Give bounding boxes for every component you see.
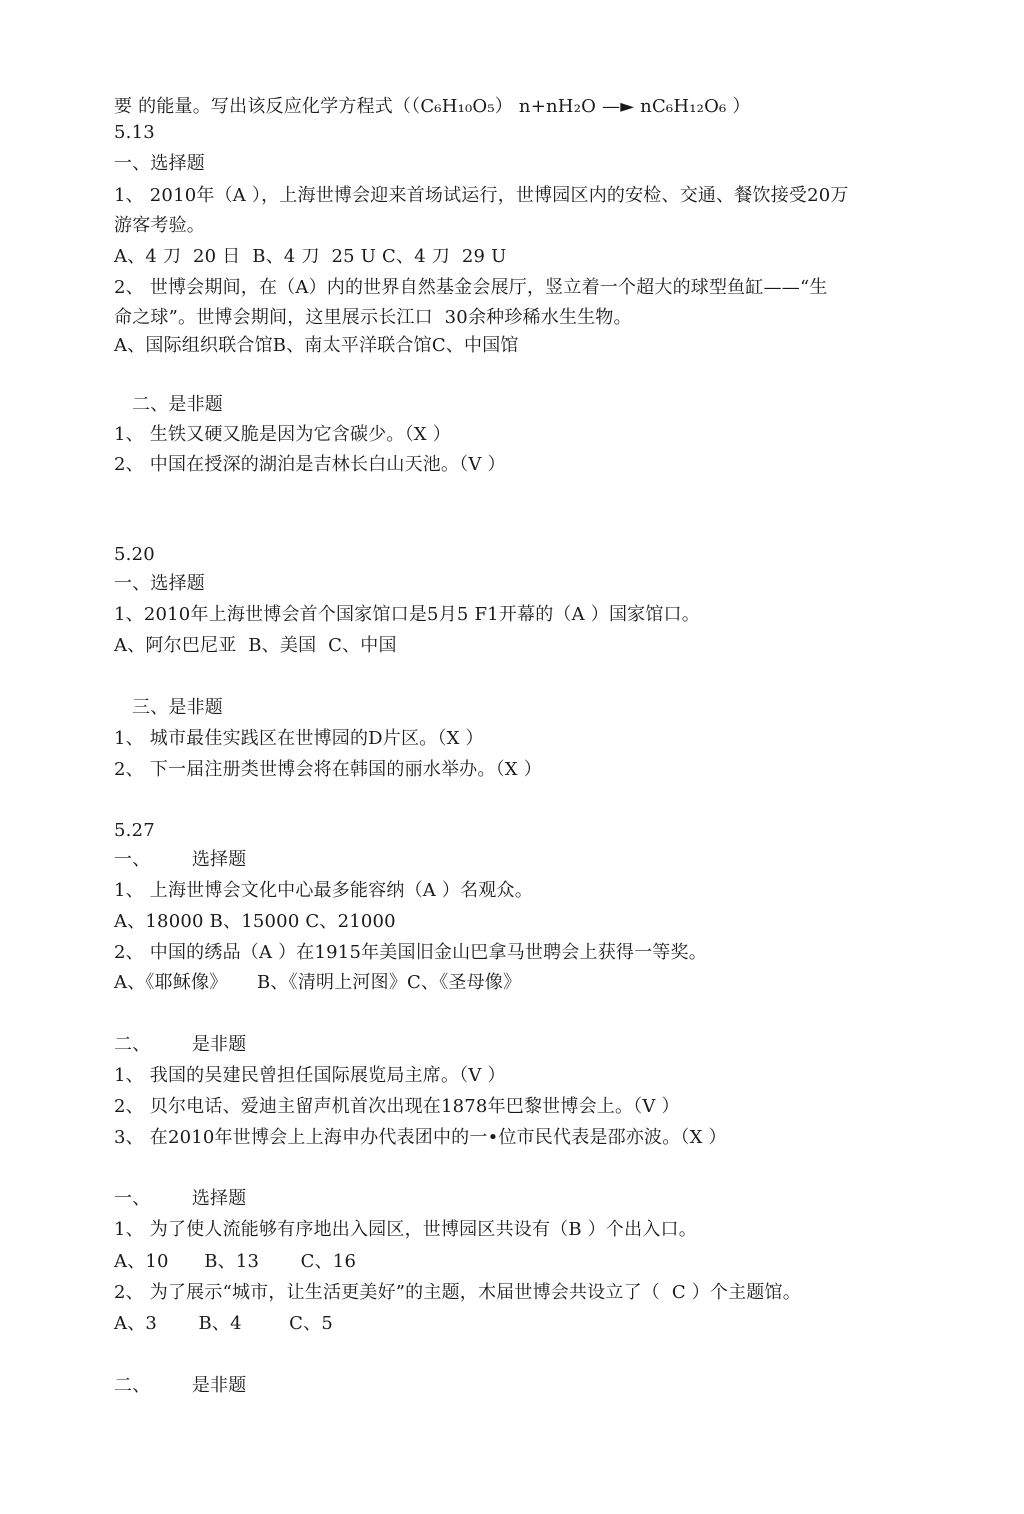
question-text: 1、 2010年（A ），上海世博会迎来首场试运行，世博园区内的安检、交通、餐饮接受20万 xyxy=(114,185,849,206)
true-false-item: 2、 中国在授深的湖泊是吉林长白山天池。（V ） xyxy=(114,454,506,475)
question-text: 游客考验。 xyxy=(114,215,205,236)
section-heading: 一、选择题 xyxy=(114,573,205,594)
section-heading: 二、 是非题 xyxy=(114,1375,247,1396)
question-text: 1、2010年上海世博会首个国家馆口是5月5 F1开幕的（A ）国家馆口。 xyxy=(114,604,700,625)
true-false-item: 1、 城市最佳实践区在世博园的D片区。（X ） xyxy=(114,728,484,749)
section-heading: 一、选择题 xyxy=(114,153,205,174)
equation-line: 要 的能量。写出该反应化学方程式（（C₆H₁₀O₅） n+nH₂O —► nC₆H₁₂O₆ ） xyxy=(114,96,751,117)
section-heading: 二、 是非题 xyxy=(114,1034,247,1055)
date-heading-513: 5.13 xyxy=(114,122,155,143)
question-text: 2、 世博会期间，在（A）内的世界自然基金会展厅，竖立着一个超大的球型鱼缸——“生 xyxy=(114,277,828,298)
question-text: 1、 为了使人流能够有序地出入园区，世博园区共设有（B ）个出入口。 xyxy=(114,1219,697,1240)
answer-options: A、3 B、4 C、5 xyxy=(114,1313,333,1334)
answer-options: A、国际组织联合馆B、南太平洋联合馆C、中国馆 xyxy=(114,335,519,356)
date-heading-527: 5.27 xyxy=(114,820,155,841)
answer-options: A、阿尔巴尼亚 B、美国 C、中国 xyxy=(114,635,397,656)
true-false-item: 1、 生铁又硬又脆是因为它含碳少。（X ） xyxy=(114,424,451,445)
true-false-item: 3、 在2010年世博会上上海申办代表团中的一•位市民代表是邵亦波。（X ） xyxy=(114,1127,727,1148)
answer-options: A、《耶稣像》 B、《清明上河图》C、《圣母像》 xyxy=(114,972,522,993)
true-false-item: 1、 我国的吴建民曾担任国际展览局主席。（V ） xyxy=(114,1065,506,1086)
section-heading: 二、是非题 xyxy=(132,394,223,415)
answer-options: A、10 B、13 C、16 xyxy=(114,1251,357,1272)
question-text: 2、 为了展示“城市，让生活更美好”的主题，木届世博会共设立了（ C ）个主题馆。 xyxy=(114,1282,801,1303)
section-heading: 三、是非题 xyxy=(132,697,223,718)
question-text: 1、 上海世博会文化中心最多能容纳（A ）名观众。 xyxy=(114,880,533,901)
answer-options: A、4 刀 20 日 B、4 刀 25 U C、4 刀 29 U xyxy=(114,246,507,267)
section-heading: 一、 选择题 xyxy=(114,1188,247,1209)
answer-options: A、18000 B、15000 C、21000 xyxy=(114,911,396,932)
section-heading: 一、 选择题 xyxy=(114,849,247,870)
question-text: 2、 中国的绣品（A ）在1915年美国旧金山巴拿马世聘会上获得一等奖。 xyxy=(114,942,707,963)
true-false-item: 2、 下一届注册类世博会将在韩国的丽水举办。（X ） xyxy=(114,759,542,780)
date-heading-520: 5.20 xyxy=(114,544,155,565)
question-text: 命之球”。世博会期间，这里展示长江口 30余种珍稀水生生物。 xyxy=(114,307,632,328)
true-false-item: 2、 贝尔电话、爱迪主留声机首次出现在1878年巴黎世博会上。（V ） xyxy=(114,1096,680,1117)
